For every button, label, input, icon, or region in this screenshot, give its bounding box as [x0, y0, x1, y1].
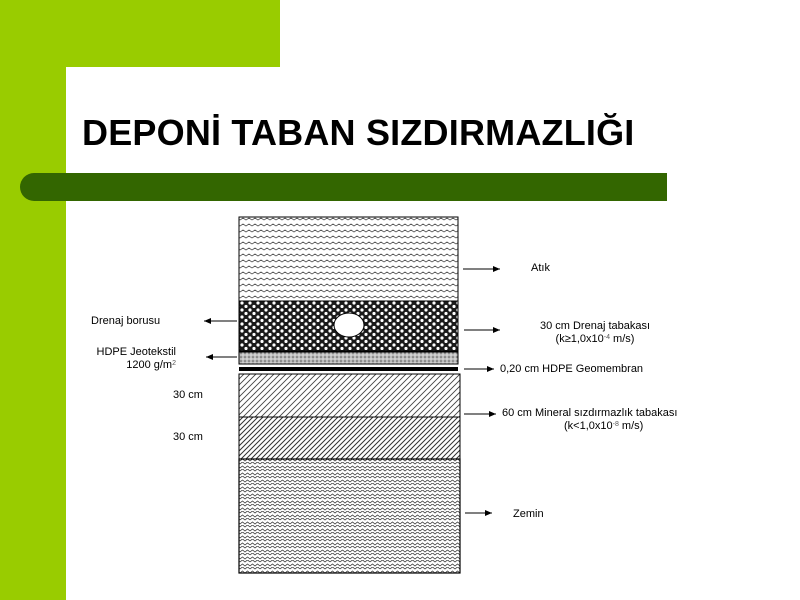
mineral-label-line2	[502, 420, 677, 433]
drainage-label	[515, 320, 675, 346]
waste-layer	[239, 217, 458, 301]
mineral-upper-layer	[239, 374, 460, 417]
drainage-label-line1: 30 cm Drenaj tabakası	[539, 320, 651, 332]
mineral-lower-layer	[239, 417, 460, 459]
mineral-k-suffix: m/s)	[618, 420, 644, 432]
mineral-label	[502, 407, 677, 433]
geotextile-weight: 1200 g/m	[126, 359, 173, 371]
mineral-lower-thickness: 30 cm	[173, 431, 203, 443]
mineral-upper-thickness: 30 cm	[173, 389, 203, 401]
drain-pipe-label: Drenaj borusu	[91, 315, 161, 327]
geotextile-layer	[239, 352, 458, 364]
slide-title: DEPONİ TABAN SIZDIRMAZLIĞI	[82, 112, 635, 153]
drainage-k-prefix: (k≥1,0x10	[555, 333, 604, 345]
drainage-k-exponent: -4	[603, 334, 610, 341]
waste-label: Atık	[531, 262, 550, 274]
drainage-label-line2	[515, 333, 675, 346]
geotextile-label-line2	[72, 359, 176, 372]
geotextile-label	[72, 346, 176, 372]
drainage-k-suffix: m/s)	[610, 333, 635, 345]
subgrade-layer	[239, 459, 460, 573]
mineral-k-exponent: -8	[612, 421, 619, 428]
geomembrane-layer	[239, 367, 458, 371]
geotextile-label-line1: HDPE Jeotekstil	[96, 346, 176, 358]
geomembrane-label: 0,20 cm HDPE Geomembran	[500, 363, 644, 375]
mineral-k-prefix: (k<1,0x10	[564, 420, 613, 432]
drain-pipe	[334, 313, 364, 337]
mineral-label-line1: 60 cm Mineral sızdırmazlık tabakası	[502, 407, 678, 419]
geotextile-exponent: 2	[172, 360, 176, 367]
subgrade-label: Zemin	[513, 508, 544, 520]
